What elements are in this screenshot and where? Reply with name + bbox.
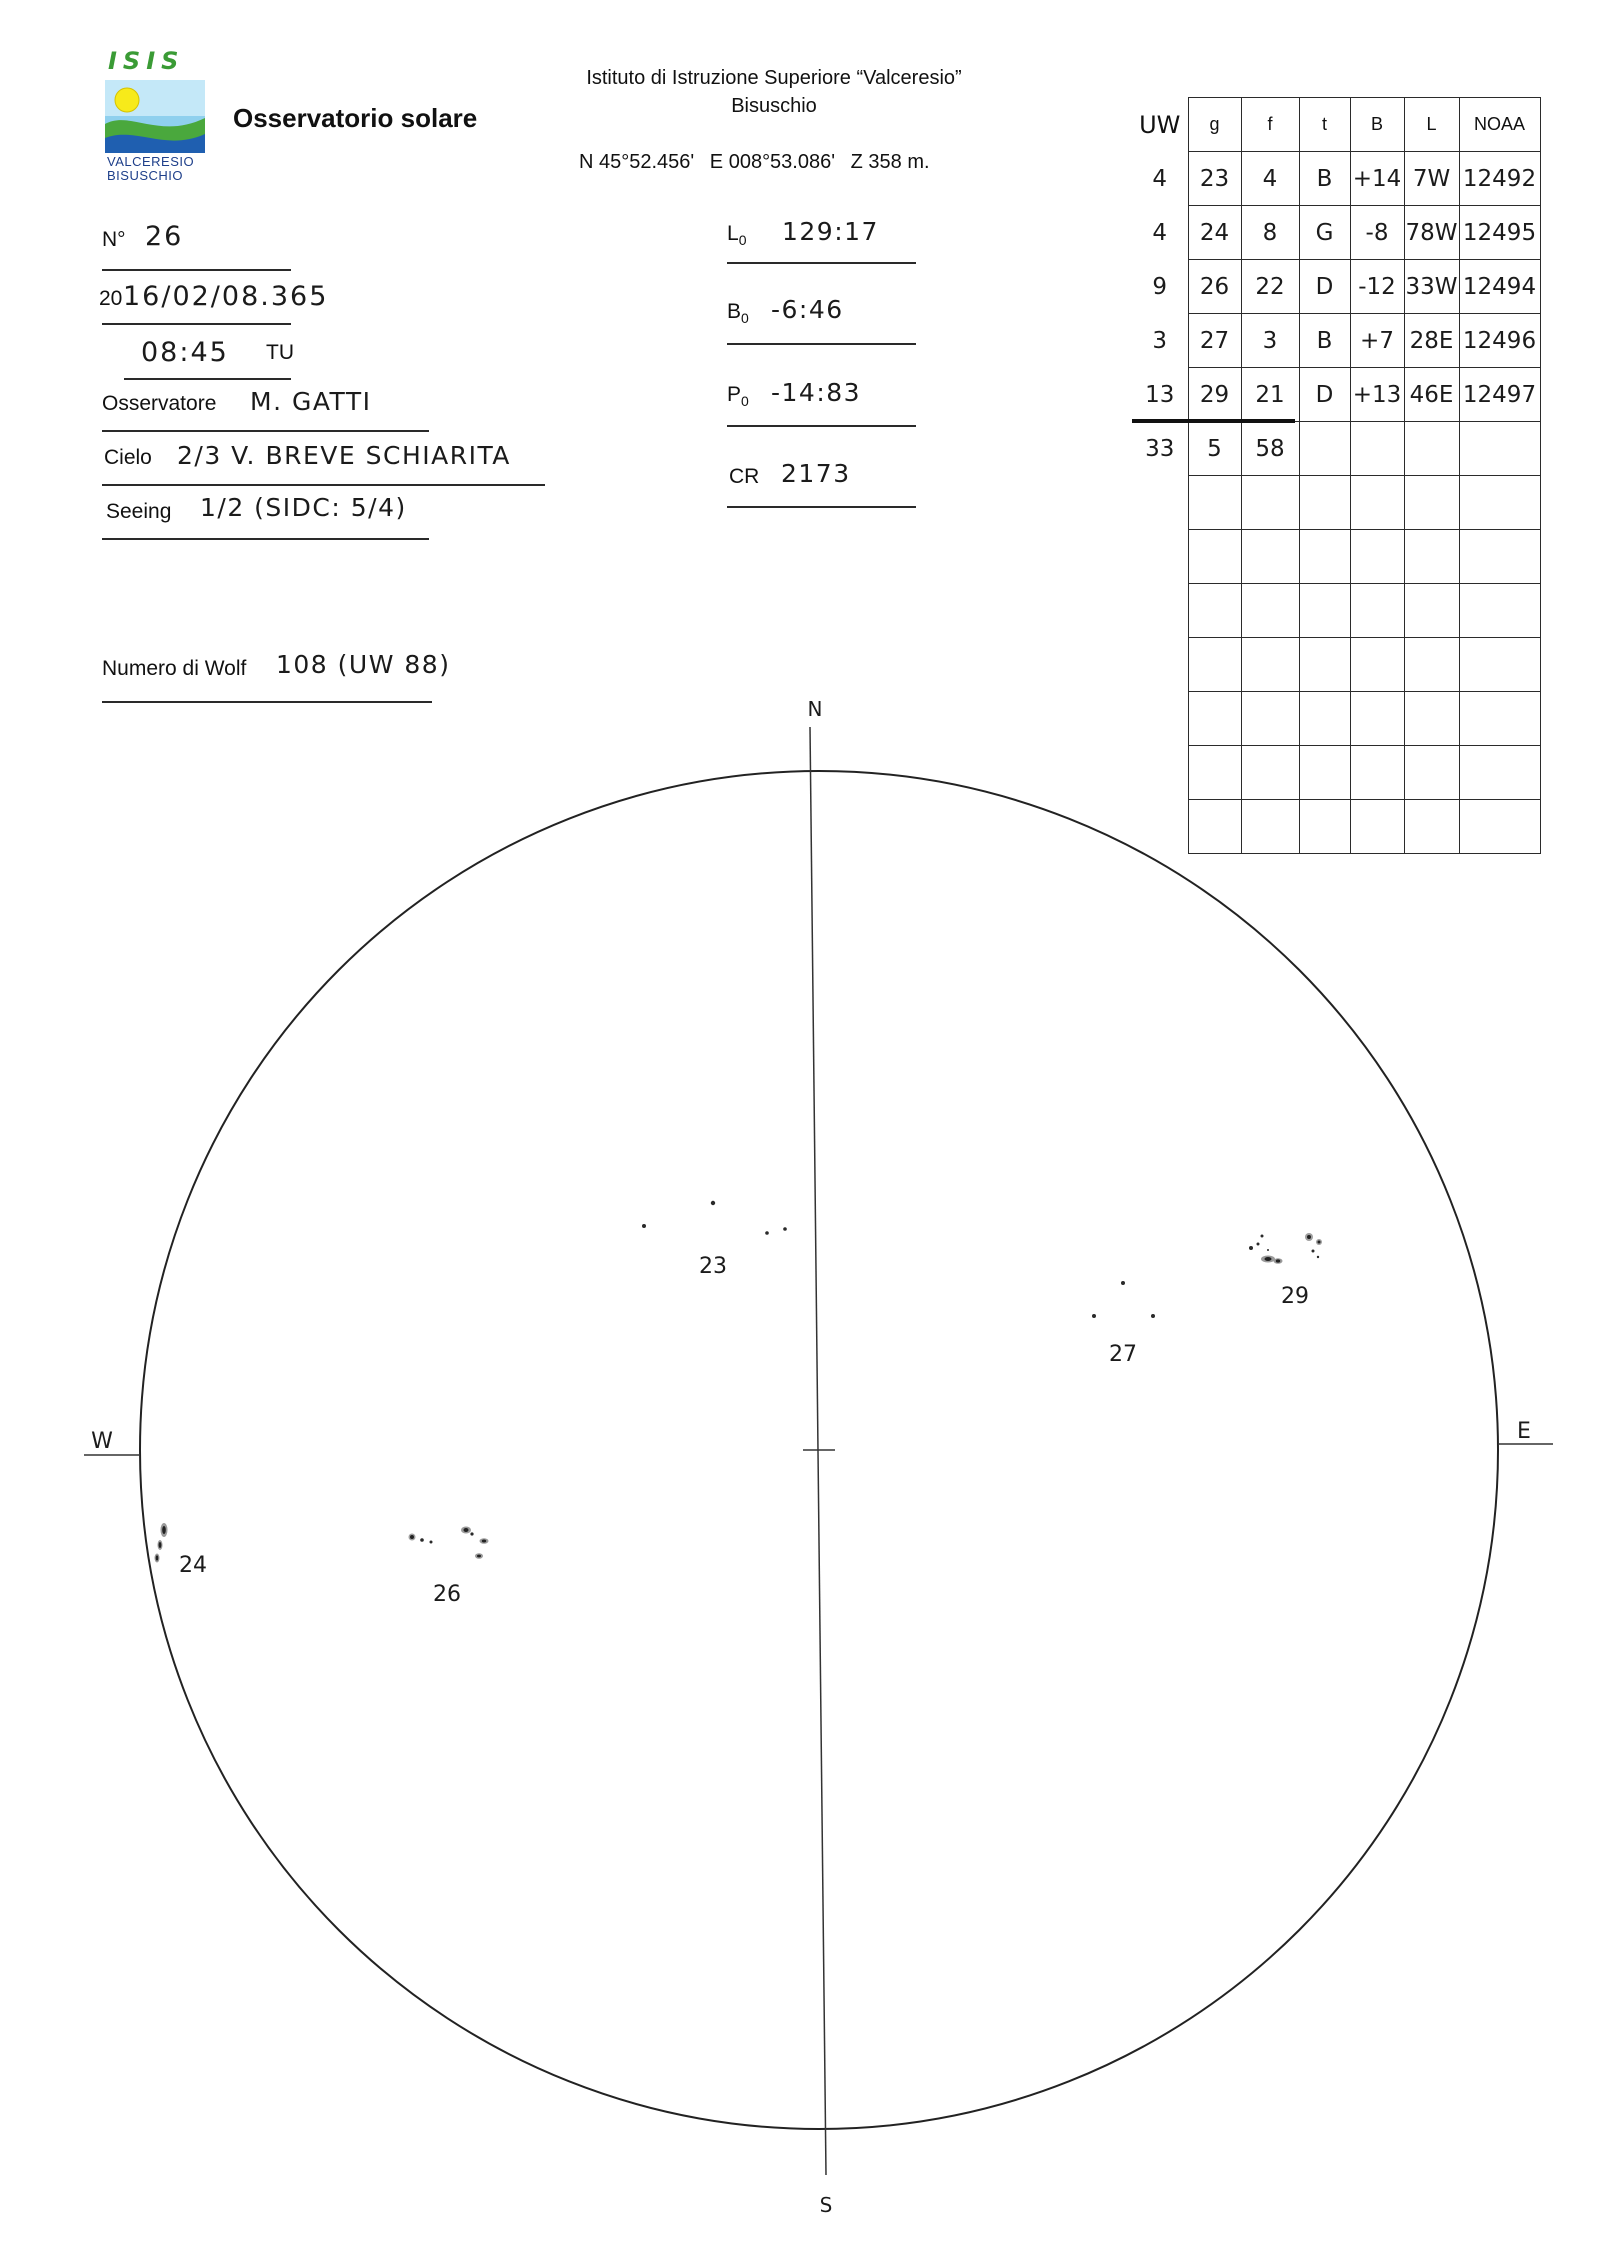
- cell-g: 29: [1188, 368, 1241, 422]
- empty-cell: [1188, 530, 1241, 584]
- table-row: [1132, 152, 1540, 206]
- group-label-26: 26: [433, 1582, 461, 1607]
- empty-cell: [1404, 692, 1459, 746]
- sunspot: [162, 1526, 166, 1534]
- empty-cell: [1188, 692, 1241, 746]
- sunspot-groups-table: [1132, 97, 1541, 854]
- cell-uw: 9: [1152, 273, 1168, 300]
- empty-row: [1132, 584, 1540, 638]
- observer-name: M. GATTI: [250, 387, 372, 416]
- cr-label: CR: [729, 465, 760, 488]
- time-unit: TU: [266, 341, 294, 364]
- sunspot: [1267, 1249, 1269, 1251]
- empty-cell: [1132, 746, 1188, 800]
- logo-wordmark: ISIS: [108, 47, 185, 75]
- sunspot: [410, 1535, 414, 1539]
- empty-cell: [1241, 476, 1299, 530]
- sunspot-group-23: [642, 1201, 787, 1235]
- sunspot-table-body: [1132, 98, 1540, 854]
- latitude: N 45°52.456': [579, 151, 695, 173]
- sunspot: [1317, 1256, 1319, 1258]
- empty-cell: [1350, 800, 1404, 854]
- column-header-b: B: [1350, 98, 1404, 152]
- table-header-row: [1132, 98, 1540, 152]
- cell-l: 33W: [1404, 260, 1459, 314]
- empty-cell: [1459, 692, 1540, 746]
- sunspot: [482, 1540, 486, 1543]
- empty-cell: [1132, 584, 1188, 638]
- observer-underline: [102, 430, 429, 432]
- empty-cell: [1299, 530, 1350, 584]
- sunspot: [430, 1541, 433, 1544]
- table-row: [1132, 206, 1540, 260]
- sunspot-group-24: [155, 1523, 168, 1563]
- p0-underline: [727, 425, 916, 427]
- totals-row: [1132, 422, 1540, 476]
- empty-cell: [1459, 584, 1540, 638]
- cell-noaa: 12495: [1459, 206, 1540, 260]
- cell-l: 78W: [1404, 206, 1459, 260]
- sky-label: Cielo: [104, 446, 152, 469]
- sunspot: [1092, 1314, 1096, 1318]
- sunspot: [711, 1201, 715, 1205]
- empty-cell: [1459, 476, 1540, 530]
- table-row: [1132, 368, 1540, 422]
- empty-cell: [1132, 692, 1188, 746]
- l0-subscript: 0: [738, 232, 747, 248]
- empty-cell: [1350, 530, 1404, 584]
- cell-g: 23: [1188, 152, 1241, 206]
- p0-value: -14:83: [771, 378, 862, 407]
- empty-cell: [1459, 638, 1540, 692]
- observer-label: Osservatore: [102, 392, 217, 415]
- p0-subscript: 0: [741, 393, 749, 409]
- cell-t: B: [1299, 152, 1350, 206]
- institute-town: Bisuschio: [731, 95, 817, 117]
- p0-letter: P: [727, 383, 742, 406]
- empty-cell: [1241, 746, 1299, 800]
- l0-underline: [727, 262, 916, 264]
- sunspot: [156, 1555, 159, 1560]
- carrington-rotation-value: 2173: [781, 459, 851, 488]
- cell-t: D: [1299, 260, 1350, 314]
- l0-letter: L: [727, 222, 739, 245]
- group-label-27: 27: [1109, 1342, 1137, 1367]
- total-f: 58: [1241, 422, 1299, 476]
- p0-label: [727, 383, 749, 409]
- cell-noaa: 12492: [1459, 152, 1540, 206]
- empty-cell: [1241, 530, 1299, 584]
- empty-row: [1132, 746, 1540, 800]
- logo-sun: [115, 88, 139, 112]
- empty-cell: [1241, 692, 1299, 746]
- time-underline: [124, 378, 291, 380]
- empty-row: [1132, 530, 1540, 584]
- empty-cell: [1299, 422, 1350, 476]
- sky-underline: [102, 484, 545, 486]
- cell-f: 4: [1241, 152, 1299, 206]
- empty-row: [1132, 692, 1540, 746]
- observation-number: 26: [145, 221, 184, 252]
- empty-cell: [1404, 638, 1459, 692]
- cell-noaa: 12494: [1459, 260, 1540, 314]
- cell-f: 22: [1241, 260, 1299, 314]
- cell-f: 21: [1241, 368, 1299, 422]
- cell-b: +13: [1350, 368, 1404, 422]
- column-header-noaa: NOAA: [1459, 98, 1540, 152]
- empty-cell: [1188, 476, 1241, 530]
- table-row: [1132, 314, 1540, 368]
- sunspot: [464, 1528, 469, 1532]
- group-label-29: 29: [1281, 1284, 1309, 1309]
- empty-cell: [1350, 746, 1404, 800]
- sunspot-group-29: [1249, 1233, 1322, 1264]
- cell-t: G: [1299, 206, 1350, 260]
- empty-row: [1132, 800, 1540, 854]
- sunspot: [1121, 1281, 1125, 1285]
- number-underline: [102, 269, 291, 271]
- column-header-f: f: [1241, 98, 1299, 152]
- number-label: N°: [102, 228, 126, 251]
- empty-cell: [1299, 800, 1350, 854]
- empty-cell: [1404, 800, 1459, 854]
- cell-b: +7: [1350, 314, 1404, 368]
- sunspot: [1151, 1314, 1155, 1318]
- date-underline: [102, 323, 291, 325]
- sunspot: [783, 1227, 787, 1231]
- cell-l: 7W: [1404, 152, 1459, 206]
- empty-cell: [1299, 638, 1350, 692]
- cr-underline: [727, 506, 916, 508]
- east-label: E: [1517, 1419, 1531, 1444]
- sunspot: [765, 1231, 769, 1235]
- empty-cell: [1188, 746, 1241, 800]
- empty-cell: [1241, 800, 1299, 854]
- cell-uw: 3: [1152, 327, 1168, 354]
- site-coordinates: [579, 151, 930, 174]
- group-label-24: 24: [179, 1553, 207, 1578]
- empty-cell: [1299, 476, 1350, 530]
- cell-f: 3: [1241, 314, 1299, 368]
- sunspot: [1265, 1257, 1272, 1261]
- empty-cell: [1404, 530, 1459, 584]
- b0-label: [727, 300, 749, 326]
- sunspot: [1318, 1241, 1321, 1244]
- date-prefix: 20: [99, 287, 123, 310]
- empty-cell: [1299, 746, 1350, 800]
- sunspot: [1312, 1250, 1315, 1253]
- sunspot: [1257, 1243, 1260, 1246]
- empty-cell: [1188, 638, 1241, 692]
- institute-name: Istituto di Istruzione Superiore “Valceresio”: [586, 67, 962, 89]
- north-label: N: [807, 697, 823, 721]
- empty-cell: [1404, 476, 1459, 530]
- empty-cell: [1350, 692, 1404, 746]
- empty-cell: [1404, 584, 1459, 638]
- column-header-g: g: [1188, 98, 1241, 152]
- cell-t: D: [1299, 368, 1350, 422]
- logo-line-2: BISUSCHIO: [107, 168, 184, 183]
- sunspot: [1249, 1246, 1253, 1250]
- column-header-l: L: [1404, 98, 1459, 152]
- observatory-title: Osservatorio solare: [233, 103, 478, 133]
- cell-l: 28E: [1404, 314, 1459, 368]
- seeing-value: 1/2 (SIDC: 5/4): [200, 493, 407, 522]
- b0-letter: B: [727, 300, 742, 323]
- cell-l: 46E: [1404, 368, 1459, 422]
- empty-cell: [1188, 584, 1241, 638]
- observation-date: 16/02/08.365: [123, 281, 329, 312]
- sunspot: [477, 1555, 481, 1558]
- b0-underline: [727, 343, 916, 345]
- cell-b: -8: [1350, 206, 1404, 260]
- empty-cell: [1404, 746, 1459, 800]
- sunspot: [420, 1538, 424, 1542]
- empty-row: [1132, 476, 1540, 530]
- cell-uw: 4: [1152, 219, 1168, 246]
- empty-cell: [1132, 530, 1188, 584]
- logo-line-1: VALCERESIO: [107, 154, 195, 169]
- sunspot: [159, 1542, 162, 1548]
- sunspot: [470, 1532, 473, 1535]
- west-label: W: [91, 1429, 113, 1454]
- b0-value: -6:46: [771, 295, 844, 324]
- sunspot: [1261, 1235, 1264, 1238]
- sunspot: [1276, 1259, 1280, 1262]
- empty-cell: [1241, 638, 1299, 692]
- sunspot: [1307, 1235, 1311, 1239]
- observation-time: 08:45: [141, 337, 229, 368]
- cell-t: B: [1299, 314, 1350, 368]
- totals-separator: [1132, 419, 1295, 423]
- empty-cell: [1350, 422, 1404, 476]
- empty-cell: [1350, 584, 1404, 638]
- longitude: E 008°53.086': [709, 151, 836, 173]
- sunspot-group-26: [409, 1527, 489, 1559]
- cell-uw: 4: [1152, 165, 1168, 192]
- sunspot: [642, 1224, 646, 1228]
- cell-uw: 13: [1145, 381, 1175, 408]
- empty-cell: [1404, 422, 1459, 476]
- wolf-number-label: Numero di Wolf: [102, 657, 247, 680]
- table-row: [1132, 260, 1540, 314]
- l0-label: [727, 222, 746, 248]
- north-south-axis: [810, 727, 826, 2175]
- group-label-23: 23: [699, 1254, 727, 1279]
- cell-g: 24: [1188, 206, 1241, 260]
- seeing-underline: [102, 538, 429, 540]
- empty-cell: [1299, 692, 1350, 746]
- wolf-underline: [102, 701, 432, 703]
- cell-noaa: 12497: [1459, 368, 1540, 422]
- cell-g: 26: [1188, 260, 1241, 314]
- empty-cell: [1459, 422, 1540, 476]
- sky-condition: 2/3 V. BREVE SCHIARITA: [177, 441, 511, 470]
- sunspot-group-27: [1092, 1281, 1155, 1318]
- empty-cell: [1299, 584, 1350, 638]
- school-logo-icon: [105, 80, 205, 153]
- empty-row: [1132, 638, 1540, 692]
- total-g: 5: [1188, 422, 1241, 476]
- empty-cell: [1132, 476, 1188, 530]
- empty-cell: [1459, 800, 1540, 854]
- empty-cell: [1459, 746, 1540, 800]
- column-header-uw: UW: [1139, 110, 1181, 139]
- empty-cell: [1350, 476, 1404, 530]
- seeing-label: Seeing: [106, 500, 172, 523]
- column-header-t: t: [1299, 98, 1350, 152]
- cell-f: 8: [1241, 206, 1299, 260]
- total-uw: 33: [1145, 435, 1175, 462]
- cell-noaa: 12496: [1459, 314, 1540, 368]
- empty-cell: [1350, 638, 1404, 692]
- l0-value: 129:17: [782, 217, 879, 246]
- empty-cell: [1132, 800, 1188, 854]
- empty-cell: [1132, 638, 1188, 692]
- south-label: S: [819, 2193, 833, 2217]
- cell-b: +14: [1350, 152, 1404, 206]
- cell-b: -12: [1350, 260, 1404, 314]
- cell-g: 27: [1188, 314, 1241, 368]
- empty-cell: [1188, 800, 1241, 854]
- empty-cell: [1241, 584, 1299, 638]
- wolf-number-value: 108 (UW 88): [276, 650, 451, 679]
- b0-subscript: 0: [741, 310, 749, 326]
- empty-cell: [1459, 530, 1540, 584]
- altitude: Z 358 m.: [850, 151, 930, 173]
